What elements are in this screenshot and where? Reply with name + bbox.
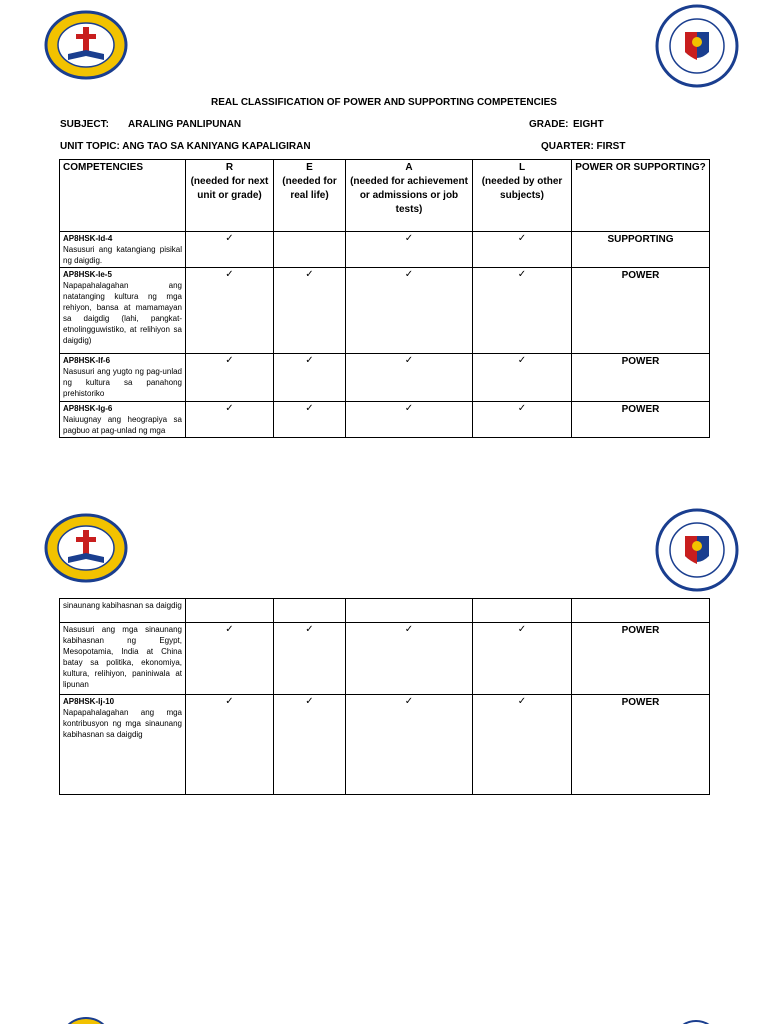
l-check: ✓ — [473, 232, 572, 268]
document-page-1 — [0, 0, 768, 500]
table-row — [60, 232, 710, 268]
table-row — [60, 354, 710, 402]
r-check: ✓ — [186, 623, 274, 695]
table-row — [60, 599, 710, 623]
competency-cell: AP8HSK-Ij-10 Napapahalagahan ang mga kontribusyon ng mga sinaunang kabihasnan sa daigdig — [60, 695, 186, 795]
a-check — [346, 599, 473, 623]
a-check: ✓ — [346, 354, 473, 402]
competencies-table — [59, 159, 710, 438]
l-check: ✓ — [473, 354, 572, 402]
table-row — [60, 268, 710, 354]
subject-label: SUBJECT: — [60, 119, 109, 130]
a-check: ✓ — [346, 402, 473, 438]
grade-value: EIGHT — [573, 119, 604, 130]
classification-cell: POWER — [572, 268, 710, 354]
table-row — [60, 402, 710, 438]
classification-cell: SUPPORTING — [572, 232, 710, 268]
e-check — [274, 599, 346, 623]
competencies-table-continued — [59, 598, 710, 795]
competency-cell: AP8HSK-Id-4 Nasusuri ang katangiang pisikal ng daigdig. — [60, 232, 186, 268]
e-check: ✓ — [274, 402, 346, 438]
column-header-a: A (needed for achievement or admissions or job tests) — [346, 160, 473, 232]
deped-seal-logo — [655, 4, 739, 88]
a-check: ✓ — [346, 623, 473, 695]
unit-topic: UNIT TOPIC: ANG TAO SA KANIYANG KAPALIGIRAN — [60, 141, 311, 152]
column-header-l: L (needed by other subjects) — [473, 160, 572, 232]
school-seal-logo — [44, 10, 128, 80]
column-header-classification: POWER OR SUPPORTING? — [572, 160, 710, 232]
r-check — [186, 599, 274, 623]
classification-cell: POWER — [572, 402, 710, 438]
quarter: QUARTER: FIRST — [541, 141, 626, 152]
competency-cell: Nasusuri ang mga sinaunang kabihasnan ng Egypt, Mesopotamia, India at China batay sa politika, ekonomiya, kultura, relihiyon, paniniwala at lipunan — [60, 623, 186, 695]
classification-cell: POWER — [572, 695, 710, 795]
e-check: ✓ — [274, 354, 346, 402]
l-check — [473, 599, 572, 623]
e-check: ✓ — [274, 268, 346, 354]
competency-cell: AP8HSK-If-6 Nasusuri ang yugto ng pag-unlad ng kultura sa panahong prehistoriko — [60, 354, 186, 402]
table-row — [60, 695, 710, 795]
e-check: ✓ — [274, 623, 346, 695]
l-check: ✓ — [473, 695, 572, 795]
a-check: ✓ — [346, 695, 473, 795]
l-check: ✓ — [473, 623, 572, 695]
school-seal-logo-partial — [58, 1016, 114, 1024]
column-header-e: E (needed for real life) — [274, 160, 346, 232]
grade-label: GRADE: — [529, 119, 569, 130]
deped-seal-logo — [655, 508, 739, 592]
e-check — [274, 232, 346, 268]
e-check: ✓ — [274, 695, 346, 795]
l-check: ✓ — [473, 402, 572, 438]
classification-cell: POWER — [572, 623, 710, 695]
competency-cell: AP8HSK-Ig-6 Naiuugnay ang heograpiya sa pagbuo at pag-unlad ng mga — [60, 402, 186, 438]
a-check: ✓ — [346, 232, 473, 268]
classification-cell — [572, 599, 710, 623]
subject-value: ARALING PANLIPUNAN — [128, 119, 242, 130]
r-check: ✓ — [186, 402, 274, 438]
school-seal-logo — [44, 513, 128, 583]
column-header-r: R (needed for next unit or grade) — [186, 160, 274, 232]
r-check: ✓ — [186, 232, 274, 268]
competency-cell: sinaunang kabihasnan sa daigdig — [60, 599, 186, 623]
r-check: ✓ — [186, 695, 274, 795]
table-header-row — [60, 160, 710, 232]
classification-cell: POWER — [572, 354, 710, 402]
document-title: REAL CLASSIFICATION OF POWER AND SUPPORTING COMPETENCIES — [211, 97, 557, 108]
column-header-competencies: COMPETENCIES — [60, 160, 186, 232]
deped-seal-logo-partial — [672, 1018, 720, 1024]
l-check: ✓ — [473, 268, 572, 354]
r-check: ✓ — [186, 354, 274, 402]
competency-cell: AP8HSK-Ie-5 Napapahalagahan ang natatanging kultura ng mga rehiyon, bansa at mamamayan sa daigdig (lahi, pangkat- etnolingguwistiko, at relihiyon sa daigdig) — [60, 268, 186, 354]
document-page-2 — [0, 500, 768, 1024]
r-check: ✓ — [186, 268, 274, 354]
a-check: ✓ — [346, 268, 473, 354]
table-row — [60, 623, 710, 695]
